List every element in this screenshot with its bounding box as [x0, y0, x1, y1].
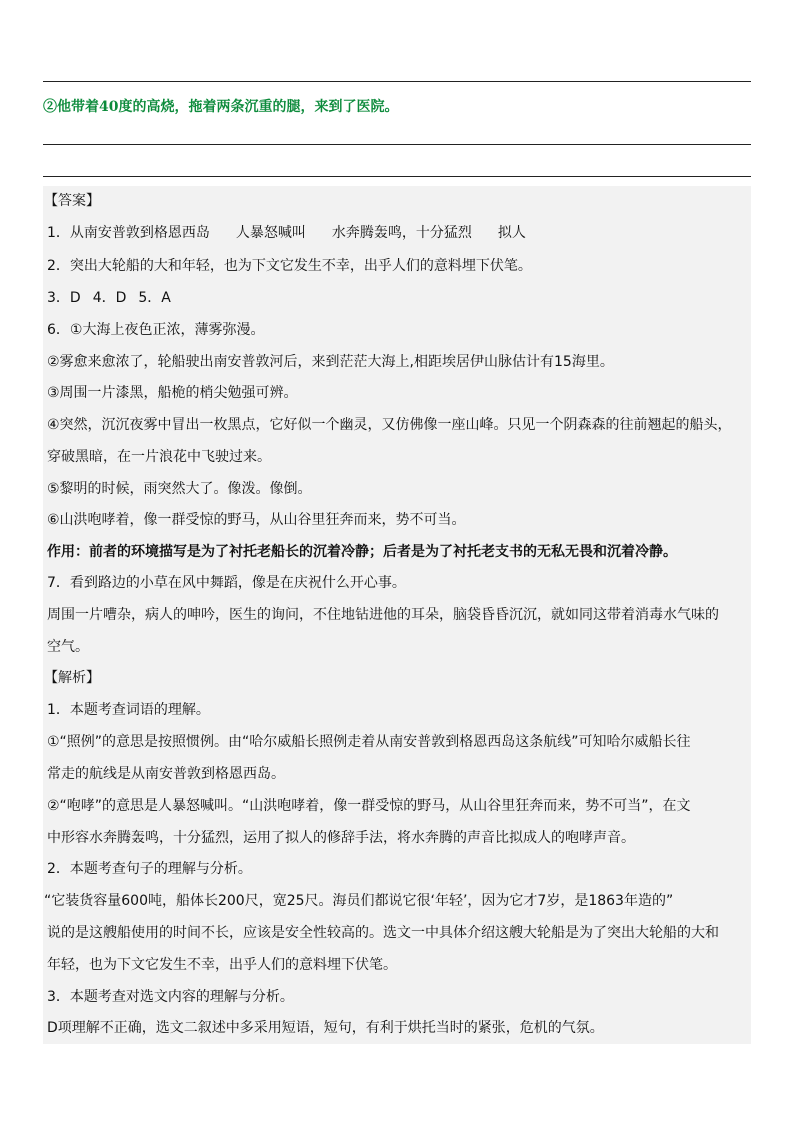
answer-q6-line: ⑤黎明的时候，雨突然大了。像泼。像倒。 — [47, 481, 312, 497]
analysis-line: ②“咆哮”的意思是人暴怒喊叫。“山洪咆哮着，像一群受惊的野马，从山谷里狂奔而来，势不可当”，在文 — [47, 798, 691, 814]
q1-context: 水奔腾轰鸣，十分猛烈 — [331, 225, 472, 241]
answer-q7-line: 7．看到路边的小草在风中舞蹈，像是在庆祝什么开心事。 — [47, 575, 406, 591]
answer-line-2 — [43, 144, 751, 145]
analysis-line: 1．本题考查词语的理解。 — [47, 702, 210, 718]
q3-answer: 3．D — [47, 290, 81, 306]
answer-q6-line: ⑥山洪咆哮着，像一群受惊的野马，从山谷里狂奔而来，势不可当。 — [47, 512, 466, 528]
answer-q7-line: 周围一片嘈杂，病人的呻吟，医生的询问，不住地钻进他的耳朵，脑袋昏昏沉沉，就如同这带着消毒水气味的 — [47, 607, 719, 623]
answer-line-3 — [43, 176, 751, 177]
answer-q6-line: 6．①大海上夜色正浓，薄雾弥漫。 — [47, 322, 265, 338]
answer-q2: 2．突出大轮船的大和年轻，也为下文它发生不幸，出乎人们的意料埋下伏笔。 — [47, 258, 532, 274]
analysis-line: D项理解不正确，选文二叙述中多采用短语，短句，有利于烘托当时的紧张，危机的气氛。 — [47, 1020, 604, 1036]
answer-q1 — [47, 223, 526, 243]
analysis-heading: 【解析】 — [44, 670, 100, 686]
answer-q345 — [47, 288, 171, 308]
answer-q6-line: 穿破黑暗，在一片浪花中飞驶过来。 — [47, 449, 271, 465]
analysis-line: 2．本题考查句子的理解与分析。 — [47, 861, 252, 877]
answer-heading: 【答案】 — [44, 193, 100, 209]
answer-effect: 作用：前者的环境描写是为了衬托老船长的沉着冷静；后者是为了衬托老支书的无私无畏和沉着冷静。 — [47, 544, 677, 560]
q1-rhetoric: 拟人 — [497, 225, 526, 241]
prompt-sentence: ②他带着40度的高烧，拖着两条沉重的腿，来到了医院。 — [43, 99, 399, 115]
answer-q7-line: 空气。 — [47, 639, 89, 655]
analysis-line: 常走的航线是从南安普敦到格恩西岛。 — [47, 766, 285, 782]
analysis-line: 说的是这艘船使用的时间不长，应该是安全性较高的。选文一中具体介绍这艘大轮船是为了突出大轮船的大和 — [47, 925, 719, 941]
analysis-line: ①“照例”的意思是按照惯例。由“哈尔威船长照例走着从南安普敦到格恩西岛这条航线”可知哈尔威船长往 — [47, 734, 691, 750]
q1-meaning: 人暴怒喊叫 — [235, 225, 306, 241]
answer-q6-line: ②雾愈来愈浓了，轮船驶出南安普敦河后，来到茫茫大海上,相距埃居伊山脉估计有15海里。 — [47, 354, 614, 370]
analysis-line: 3．本题考查对选文内容的理解与分析。 — [47, 989, 294, 1005]
analysis-line: 年轻，也为下文它发生不幸，出乎人们的意料埋下伏笔。 — [47, 957, 397, 973]
answer-q6-line: ③周围一片漆黑，船桅的梢尖勉强可辨。 — [47, 385, 298, 401]
q4-answer: 4．D — [92, 290, 127, 306]
analysis-line: 中形容水奔腾轰鸣，十分猛烈，运用了拟人的修辞手法，将水奔腾的声音比拟成人的咆哮声音。 — [47, 830, 635, 846]
q1-route: 1．从南安普敦到格恩西岛 — [47, 225, 210, 241]
analysis-line: “它装货容量600吨，船体长200尺，宽25尺。海员们都说它很‘年轻’，因为它才7岁，是1863年造的” — [44, 893, 674, 909]
answer-q6-line: ④突然，沉沉夜雾中冒出一枚黑点，它好似一个幽灵，又仿佛像一座山峰。只见一个阴森森的往前翘起的船头， — [47, 417, 732, 433]
q5-answer: 5．A — [138, 290, 171, 306]
answer-line-1 — [43, 81, 751, 82]
